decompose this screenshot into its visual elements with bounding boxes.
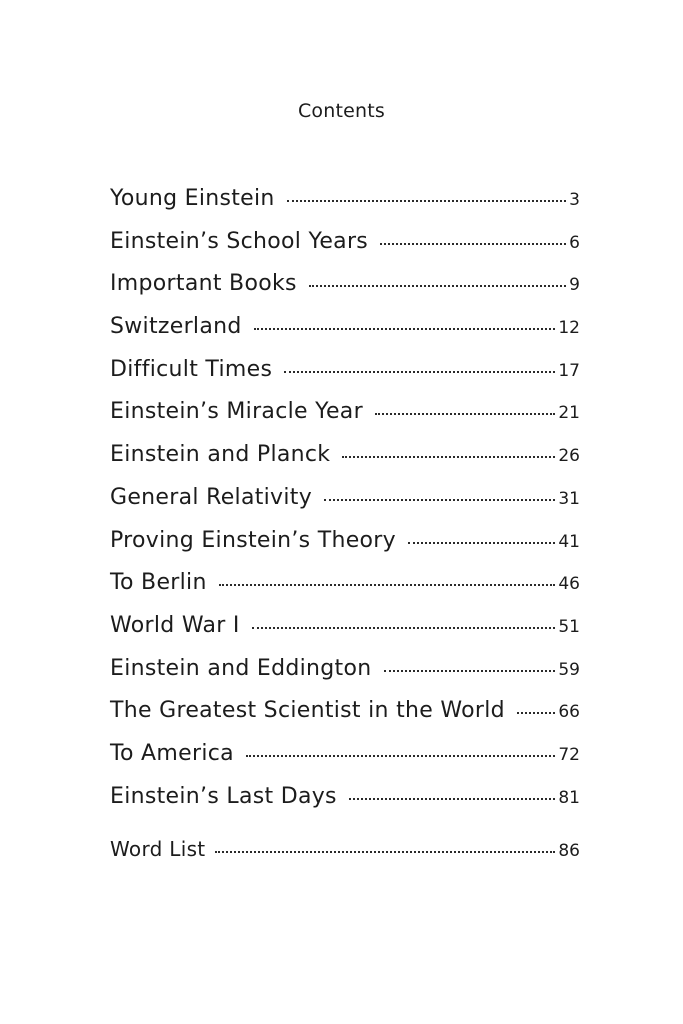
toc-entry-page: 41 (558, 531, 580, 552)
toc-entry-page: 12 (558, 318, 580, 339)
toc-entry[interactable] (110, 520, 580, 563)
toc-entry-page: 6 (569, 232, 580, 253)
toc-entry[interactable] (110, 306, 580, 349)
dot-leader (517, 712, 555, 714)
dot-leader (309, 285, 566, 287)
toc-entry[interactable] (110, 221, 580, 264)
toc-entry-title: Einstein and Eddington (110, 655, 372, 681)
page-title: Contents (297, 100, 386, 122)
dot-leader (284, 371, 555, 373)
dot-leader (252, 627, 556, 629)
dot-leader (342, 456, 555, 458)
toc-entry[interactable] (110, 605, 580, 648)
toc-entry[interactable] (110, 477, 580, 520)
toc-entry[interactable] (110, 648, 580, 691)
dot-leader (380, 243, 566, 245)
toc-entry-page: 72 (558, 744, 580, 765)
toc-entry-title: Switzerland (110, 314, 242, 340)
toc-entry-title: Difficult Times (110, 356, 273, 382)
toc-entry-page: 3 (569, 190, 580, 210)
table-of-contents (110, 178, 580, 871)
toc-entry[interactable] (110, 349, 580, 392)
toc-entry-title: General Relativity (110, 484, 313, 510)
dot-leader (408, 542, 555, 544)
toc-entry-word-list[interactable] (110, 828, 580, 871)
toc-entry-page: 86 (558, 841, 580, 862)
dot-leader (254, 328, 556, 330)
dot-leader (215, 851, 555, 853)
toc-entry[interactable] (110, 263, 580, 306)
toc-entry-page: 31 (558, 488, 580, 509)
toc-entry-title: Proving Einstein’s Theory (110, 527, 396, 553)
toc-entry-title: Einstein’s Last Days (110, 783, 337, 809)
dot-leader (375, 413, 555, 415)
toc-entry[interactable] (110, 434, 580, 477)
toc-entry[interactable] (110, 776, 580, 819)
toc-entry-page: 59 (558, 659, 580, 680)
toc-entry[interactable] (110, 178, 580, 221)
toc-entry-page: 51 (558, 616, 580, 637)
dot-leader (287, 200, 567, 202)
toc-entry-title: Einstein’s School Years (110, 228, 369, 254)
toc-entry-title: Young Einstein (110, 186, 275, 211)
toc-entry-title: To America (110, 740, 234, 766)
toc-entry-title: Einstein’s Miracle Year (110, 399, 363, 425)
toc-entry[interactable] (110, 733, 580, 776)
dot-leader (384, 670, 556, 672)
dot-leader (324, 499, 555, 501)
toc-entry-page: 46 (558, 574, 580, 595)
toc-entry-page: 17 (558, 360, 580, 381)
toc-entry[interactable] (110, 562, 580, 605)
toc-entry-page: 9 (569, 275, 580, 296)
toc-entry-title: Important Books (110, 271, 297, 297)
toc-entry-title: Word List (110, 837, 206, 862)
toc-entry-title: Einstein and Planck (110, 442, 331, 468)
toc-entry[interactable] (110, 391, 580, 434)
dot-leader (246, 755, 555, 757)
toc-entry-page: 66 (558, 702, 580, 723)
toc-entry-page: 81 (558, 787, 580, 808)
toc-entry[interactable] (110, 690, 580, 733)
dot-leader (349, 798, 556, 800)
dot-leader (219, 584, 556, 586)
toc-entry-title: The Greatest Scientist in the World (110, 698, 505, 724)
toc-entry-page: 21 (558, 403, 580, 424)
toc-entry-title: To Berlin (110, 570, 207, 596)
toc-entry-page: 26 (558, 446, 580, 467)
toc-entry-title: World War I (110, 612, 240, 638)
